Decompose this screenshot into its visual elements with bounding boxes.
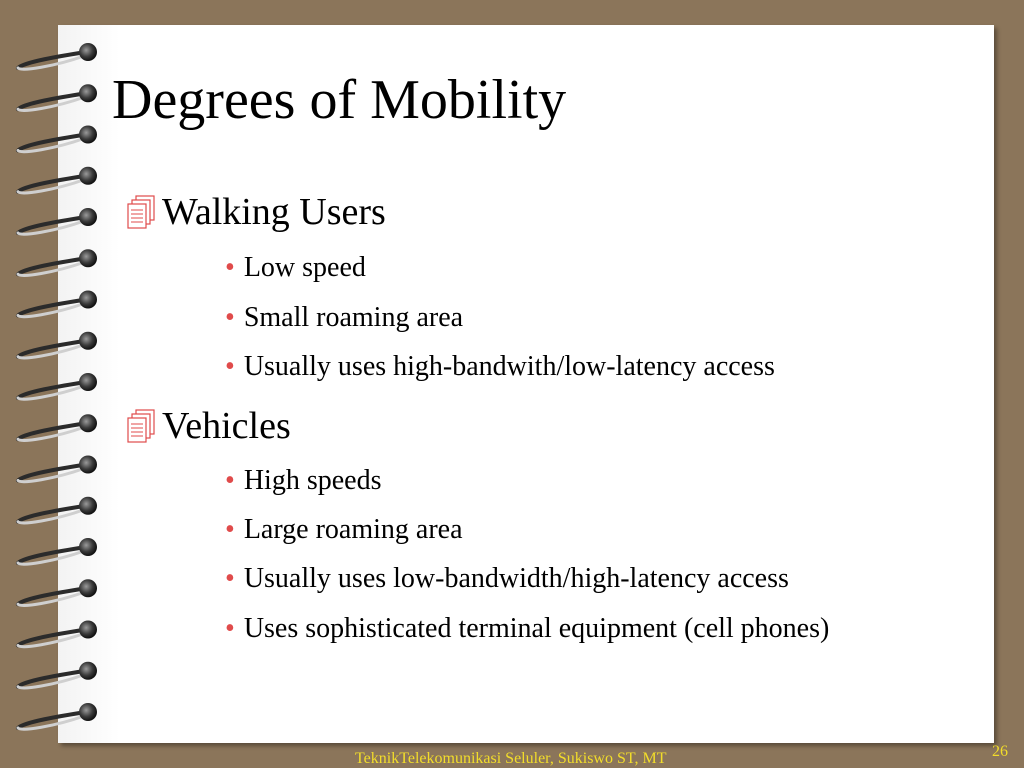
spiral-ring — [18, 332, 97, 358]
sub-bullet-marker: • — [225, 351, 235, 382]
spiral-binding — [0, 0, 130, 768]
slide-title: Degrees of Mobility — [112, 69, 567, 131]
sub-bullet-text: Small roaming area — [243, 302, 464, 333]
sub-bullet-marker: • — [225, 514, 235, 545]
sub-bullet-marker: • — [225, 252, 235, 283]
spiral-ring — [18, 373, 97, 399]
bullet-label: Vehicles — [162, 405, 291, 447]
sub-bullet-text: Uses sophisticated terminal equipment (cell phones) — [243, 613, 830, 644]
slide-footer: TeknikTelekomunikasi Seluler, Sukiswo ST, MT — [355, 750, 667, 767]
page-number: 26 — [992, 743, 1008, 760]
sub-bullet-marker: • — [225, 563, 235, 594]
spiral-ring — [18, 414, 97, 440]
spiral-ring — [18, 456, 97, 482]
sub-bullet — [225, 613, 829, 645]
stacked-pages-icon — [124, 192, 160, 232]
sub-bullet — [225, 563, 789, 595]
sub-bullet-text: Usually uses low-bandwidth/high-latency access — [243, 563, 789, 594]
bullet-walking-users — [124, 190, 386, 234]
sub-bullet-marker: • — [225, 465, 235, 496]
spiral-ring — [18, 84, 97, 110]
spiral-ring — [18, 249, 97, 275]
stacked-pages-icon — [124, 406, 160, 446]
spiral-ring — [18, 662, 97, 688]
spiral-ring — [18, 703, 97, 729]
spiral-ring — [18, 579, 97, 605]
sub-bullet-text: Large roaming area — [243, 514, 463, 545]
spiral-ring — [18, 538, 97, 564]
spiral-ring — [18, 208, 97, 234]
sub-bullet — [225, 302, 463, 334]
sub-bullet-text: Low speed — [243, 252, 366, 283]
sub-bullet-marker: • — [225, 613, 235, 644]
sub-bullet — [225, 351, 775, 383]
sub-bullet-text: Usually uses high-bandwith/low-latency access — [243, 351, 775, 382]
sub-bullet — [225, 465, 381, 497]
spiral-ring — [18, 167, 97, 193]
sub-bullet-marker: • — [225, 302, 235, 333]
spiral-ring — [18, 43, 97, 69]
spiral-ring — [18, 126, 97, 152]
spiral-ring — [18, 621, 97, 647]
bullet-label: Walking Users — [162, 191, 386, 233]
spiral-ring — [18, 291, 97, 317]
spiral-ring — [18, 497, 97, 523]
sub-bullet — [225, 252, 366, 284]
bullet-vehicles — [124, 404, 291, 448]
sub-bullet — [225, 514, 463, 546]
sub-bullet-text: High speeds — [243, 465, 382, 496]
